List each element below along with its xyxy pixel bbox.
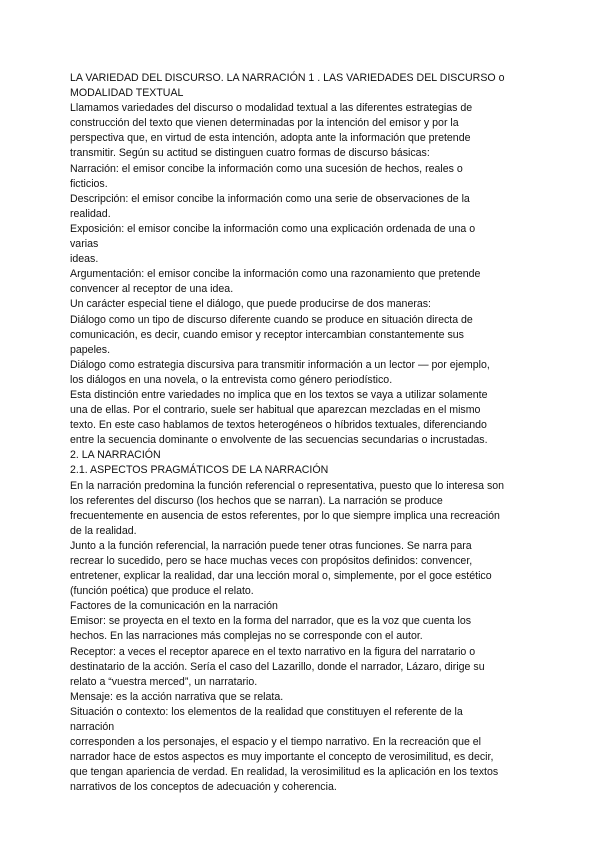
text-line: entre la secuencia dominante o envolvente de las secuencias secundarias o incrustadas.: [70, 434, 488, 447]
text-line: que tengan apariencia de verdad. En realidad, la verosimilitud es la aplicación en los textos: [70, 766, 499, 779]
text-line: realidad.: [70, 207, 111, 220]
text-line: construcción del texto que vienen determinadas por la intención del emisor y por la: [70, 117, 459, 130]
text-line: papeles.: [70, 343, 111, 356]
text-line: Descripción: el emisor concibe la información como una serie de observaciones de la: [70, 192, 470, 205]
text-line: ideas.: [70, 253, 99, 266]
text-line: Diálogo como un tipo de discurso diferente cuando se produce en situación directa de: [70, 313, 473, 326]
text-line: Exposición: el emisor concibe la información como una explicación ordenada de una o: [70, 222, 476, 235]
text-line: En la narración predomina la función referencial o representativa, puesto que lo interesa son: [70, 479, 505, 492]
text-line: ficticios.: [70, 177, 108, 190]
text-line: narrativos de los conceptos de adecuación y coherencia.: [70, 781, 337, 794]
text-line: los diálogos en una novela, o la entrevista como género periodístico.: [70, 373, 393, 386]
text-line: recrear lo sucedido, pero se hace muchas veces con propósitos definidos: convencer,: [70, 555, 473, 567]
text-line: narración: [70, 721, 115, 734]
text-line: los referentes del discurso (los hechos que se narran). La narración se produce: [70, 494, 443, 507]
text-line: Junto a la función referencial, la narración puede tener otras funciones. Se narra para: [70, 539, 472, 552]
text-line: Llamamos variedades del discurso o modalidad textual a las diferentes estrategias de: [70, 102, 473, 115]
document-page: [70, 71, 530, 796]
text-line: 2. LA NARRACIÓN: [70, 449, 161, 462]
text-line: Mensaje: es la acción narrativa que se relata.: [70, 690, 284, 703]
text-line: Situación o contexto: los elementos de la realidad que constituyen el referente de la: [70, 705, 463, 718]
text-line: Receptor: a veces el receptor aparece en el texto narrativo en la figura del narratario o: [70, 645, 476, 658]
text-line: narrador hace de estos aspectos es muy importante el concepto de verosimilitud, es decir,: [70, 751, 494, 764]
text-line: texto. En este caso hablamos de textos heterogéneos o híbridos textuales, diferenciando: [70, 419, 487, 432]
text-line: LA VARIEDAD DEL DISCURSO. LA NARRACIÓN 1 . LAS VARIEDADES DEL DISCURSO o: [70, 72, 505, 84]
text-line: corresponden a los personajes, el espacio y el tiempo narrativo. En la recreación que el: [70, 736, 482, 749]
text-line: 2.1. ASPECTOS PRAGMÁTICOS DE LA NARRACIÓN: [70, 464, 329, 477]
text-line: varias: [70, 238, 99, 251]
text-line: de la realidad.: [70, 524, 137, 537]
text-line: Un carácter especial tiene el diálogo, que puede producirse de dos maneras:: [70, 298, 431, 311]
text-line: MODALIDAD TEXTUAL: [70, 87, 184, 100]
text-line: comunicación, es decir, cuando emisor y receptor intercambian constantemente sus: [70, 328, 464, 341]
text-line: Emisor: se proyecta en el texto en la forma del narrador, que es la voz que cuenta los: [70, 615, 472, 628]
text-line: Factores de la comunicación en la narración: [70, 600, 278, 613]
text-line: (función poética) que produce el relato.: [70, 585, 254, 598]
text-line: Esta distinción entre variedades no implica que en los textos se vaya a utilizar solamente: [70, 388, 488, 401]
text-line: relato a “vuestra merced”, un narratario.: [70, 675, 258, 688]
text-line: perspectiva que, en virtud de esta intención, adopta ante la información que pretende: [70, 132, 471, 145]
text-line: convencer al receptor de una idea.: [70, 283, 234, 296]
text-line: hechos. En las narraciones más complejas no se corresponde con el autor.: [70, 630, 423, 643]
text-line: Narración: el emisor concibe la información como una sucesión de hechos, reales o: [70, 162, 463, 175]
text-line: entretener, explicar la realidad, dar una lección moral o, simplemente, por el goce estético: [70, 570, 492, 583]
text-line: frecuentemente en ausencia de estos referentes, por lo que siempre implica una recreación: [70, 509, 500, 522]
text-line: Argumentación: el emisor concibe la información como una razonamiento que pretende: [70, 268, 481, 281]
text-line: destinatario de la acción. Sería el caso del Lazarillo, donde el narrador, Lázaro, dirige su: [70, 660, 485, 673]
text-line: transmitir. Según su actitud se distinguen cuatro formas de discurso básicas:: [70, 147, 430, 160]
text-line: una de ellas. Por el contrario, suele ser habitual que aparezcan mezcladas en el mismo: [70, 404, 481, 417]
text-line: Diálogo como estrategia discursiva para transmitir información a un lector — por ejemplo,: [70, 358, 490, 371]
